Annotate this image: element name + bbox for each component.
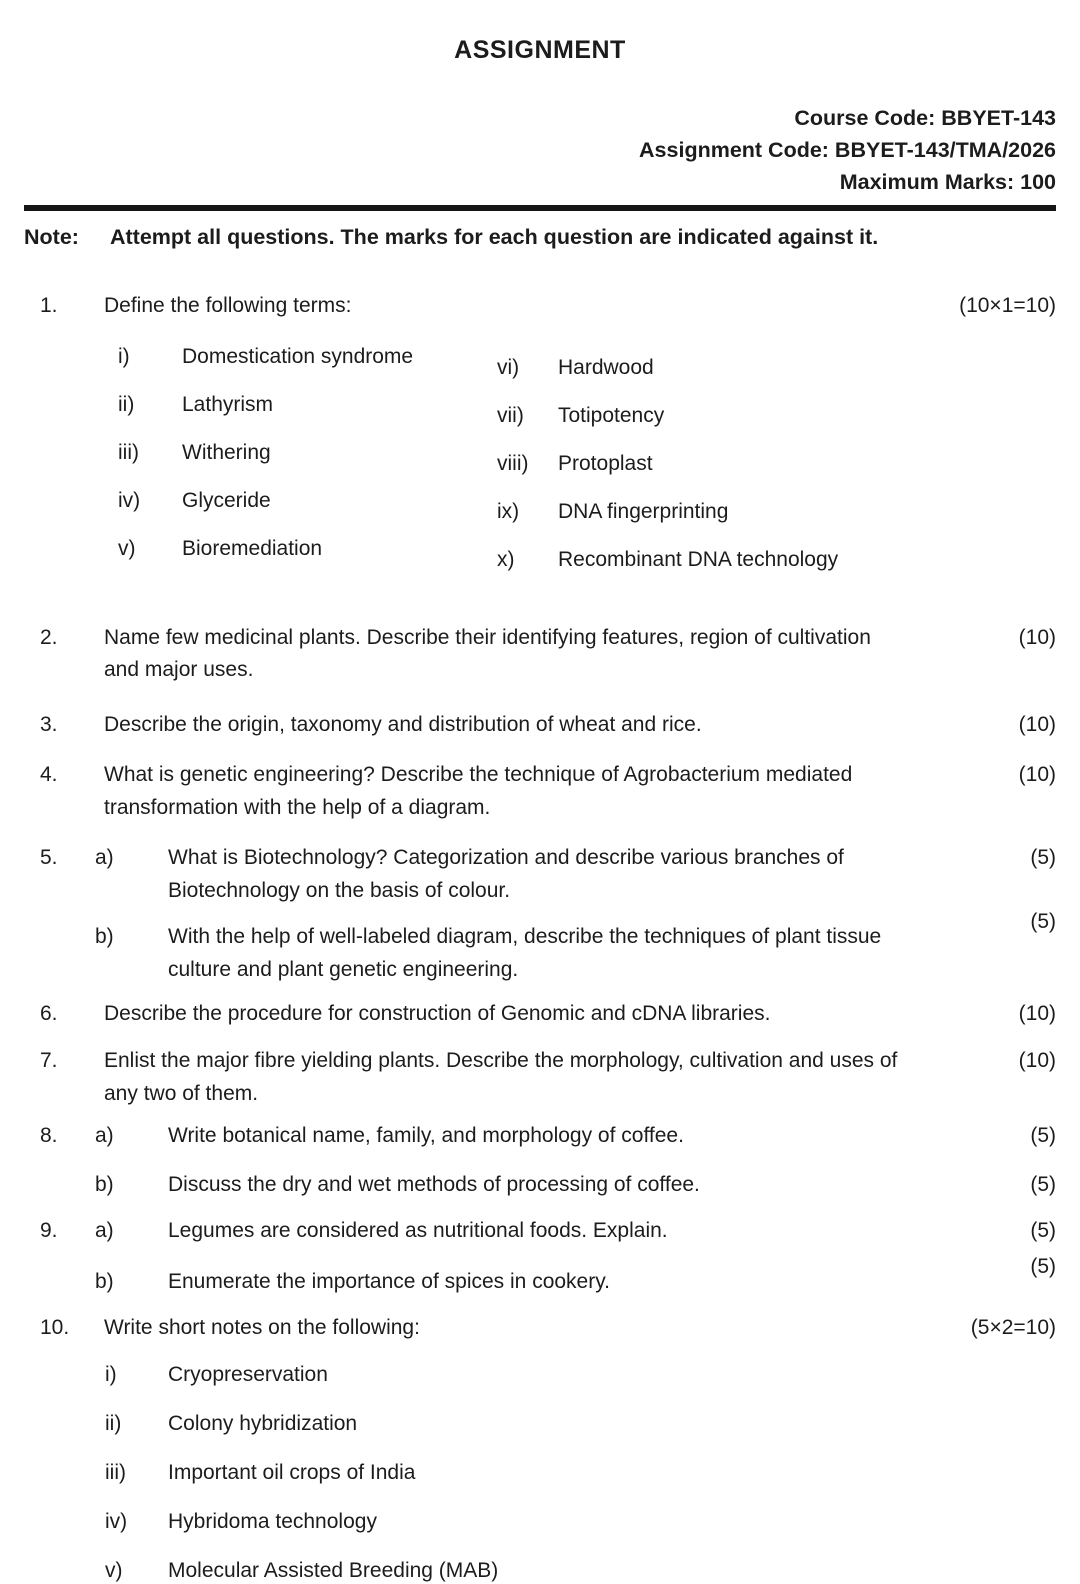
item-numeral: vi) (497, 355, 520, 379)
part-letter: a) (95, 1219, 114, 1243)
question-number: 3. (40, 712, 58, 736)
question-marks: (10) (1018, 763, 1056, 787)
question-number: 2. (40, 625, 58, 649)
question-3 (24, 709, 1056, 742)
question-marks: (5×2=10) (970, 1316, 1056, 1340)
question-number: 8. (40, 1124, 58, 1148)
item-numeral: iii) (105, 1460, 126, 1484)
list-item (497, 546, 838, 573)
divider-rule (24, 205, 1056, 211)
list-item (118, 391, 497, 418)
course-code: Course Code: BBYET-143 (794, 106, 1056, 130)
item-term: Hardwood (558, 355, 654, 379)
item-term: Hybridoma technology (168, 1509, 377, 1533)
item-numeral: viii) (497, 451, 529, 475)
terms-column-left (118, 343, 497, 594)
question-marks: (5) (1030, 910, 1056, 934)
list-item (105, 1361, 1056, 1388)
question-1-terms (118, 343, 1056, 594)
question-text: Write botanical name, family, and morphology of coffee. (168, 1124, 684, 1148)
question-9b (24, 1254, 1056, 1299)
item-numeral: iv) (105, 1509, 128, 1533)
item-term: Important oil crops of India (168, 1460, 416, 1484)
item-term: Recombinant DNA technology (558, 547, 839, 571)
item-term: Cryopreservation (168, 1362, 328, 1386)
item-numeral: i) (118, 344, 130, 368)
list-item (105, 1459, 1056, 1486)
question-number: 9. (40, 1219, 58, 1243)
item-term: Bioremediation (182, 536, 323, 560)
assignment-code: Assignment Code: BBYET-143/TMA/2026 (639, 138, 1056, 162)
question-marks: (5) (1030, 1124, 1056, 1148)
question-number (40, 921, 95, 986)
item-numeral: v) (118, 536, 136, 560)
item-numeral: ix) (497, 499, 520, 523)
list-item (105, 1508, 1056, 1535)
question-8a (24, 1120, 1056, 1153)
question-text: Describe the origin, taxonomy and distribution of wheat and rice. (104, 712, 702, 736)
question-text: What is genetic engineering? Describe the technique of Agrobacterium mediated transformation with the help of a diagram. (104, 763, 853, 819)
question-number: 1. (40, 294, 58, 317)
question-marks: (10) (1018, 625, 1056, 649)
list-item (105, 1410, 1056, 1437)
item-numeral: ii) (105, 1411, 122, 1435)
question-marks: (10) (1018, 712, 1056, 736)
question-marks: (5) (1030, 1254, 1056, 1278)
question-text: Define the following terms: (104, 294, 352, 317)
question-7 (24, 1045, 1056, 1110)
question-10-notes (24, 1361, 1056, 1584)
question-number: 4. (40, 763, 58, 787)
question-4 (24, 759, 1056, 824)
question-marks: (5) (1030, 1172, 1056, 1196)
part-letter: b) (95, 1172, 114, 1196)
question-text: Discuss the dry and wet methods of processing of coffee. (168, 1172, 700, 1196)
question-number: 10. (40, 1316, 70, 1340)
question-number: 6. (40, 1002, 58, 1026)
list-item (497, 450, 838, 477)
part-letter: a) (95, 846, 114, 870)
question-text: Legumes are considered as nutritional foods. Explain. (168, 1219, 668, 1243)
list-item (497, 354, 838, 381)
question-5b (24, 910, 1056, 986)
item-term: Protoplast (558, 451, 653, 475)
terms-column-right (497, 354, 838, 594)
question-1 (24, 290, 1056, 323)
question-text: Write short notes on the following: (104, 1316, 420, 1340)
item-numeral: ii) (118, 392, 135, 416)
item-term: Colony hybridization (168, 1411, 358, 1435)
note-label: Note: (24, 225, 79, 249)
question-10 (24, 1312, 1056, 1345)
item-term: Totipotency (558, 403, 665, 427)
item-term: Domestication syndrome (182, 344, 414, 368)
part-letter: b) (95, 1269, 114, 1293)
item-numeral: vii) (497, 403, 524, 427)
item-term: Lathyrism (182, 392, 274, 416)
question-text: Name few medicinal plants. Describe their identifying features, region of cultivation and major uses. (104, 625, 871, 682)
item-numeral: iii) (118, 440, 139, 464)
question-text: With the help of well-labeled diagram, describe the techniques of plant tissue culture and plant genetic engineering. (168, 925, 882, 981)
maximum-marks: Maximum Marks: 100 (839, 170, 1056, 194)
question-text: Describe the procedure for construction of Genomic and cDNA libraries. (104, 1002, 771, 1026)
question-number (40, 1169, 95, 1202)
page-title: ASSIGNMENT (454, 36, 626, 64)
list-item (497, 498, 838, 525)
question-marks: (5) (1030, 1219, 1056, 1243)
item-term: Withering (182, 440, 271, 464)
question-number: 5. (40, 846, 58, 870)
list-item (118, 439, 497, 466)
item-numeral: v) (105, 1558, 123, 1582)
question-8b (24, 1169, 1056, 1202)
question-text: Enumerate the importance of spices in cookery. (168, 1269, 610, 1293)
list-item (118, 343, 497, 370)
item-term: Molecular Assisted Breeding (MAB) (168, 1558, 499, 1582)
list-item (105, 1557, 1056, 1584)
question-marks: (10) (1018, 1049, 1056, 1073)
question-number: 7. (40, 1049, 58, 1073)
part-letter: a) (95, 1124, 114, 1148)
item-numeral: i) (105, 1362, 117, 1386)
question-marks: (5) (1030, 846, 1056, 870)
question-number (40, 1266, 95, 1299)
question-5a (24, 842, 1056, 907)
list-item (497, 402, 838, 429)
list-item (118, 487, 497, 514)
question-6 (24, 998, 1056, 1031)
note-text: Attempt all questions. The marks for each question are indicated against it. (110, 225, 879, 249)
question-text: What is Biotechnology? Categorization and describe various branches of Biotechnology on the basis of colour. (168, 846, 844, 902)
question-9a (24, 1215, 1056, 1248)
part-letter: b) (95, 925, 114, 949)
item-numeral: x) (497, 547, 515, 571)
question-marks: (10) (1018, 1002, 1056, 1026)
question-2 (24, 622, 1056, 687)
item-numeral: iv) (118, 488, 141, 512)
list-item (118, 535, 497, 562)
question-marks: (10×1=10) (959, 294, 1056, 317)
question-text: Enlist the major fibre yielding plants. Describe the morphology, cultivation and uses of any two of them. (104, 1049, 898, 1105)
item-term: Glyceride (182, 488, 271, 512)
header-meta (24, 102, 1056, 198)
note-line (24, 225, 1056, 250)
item-term: DNA fingerprinting (558, 499, 729, 523)
